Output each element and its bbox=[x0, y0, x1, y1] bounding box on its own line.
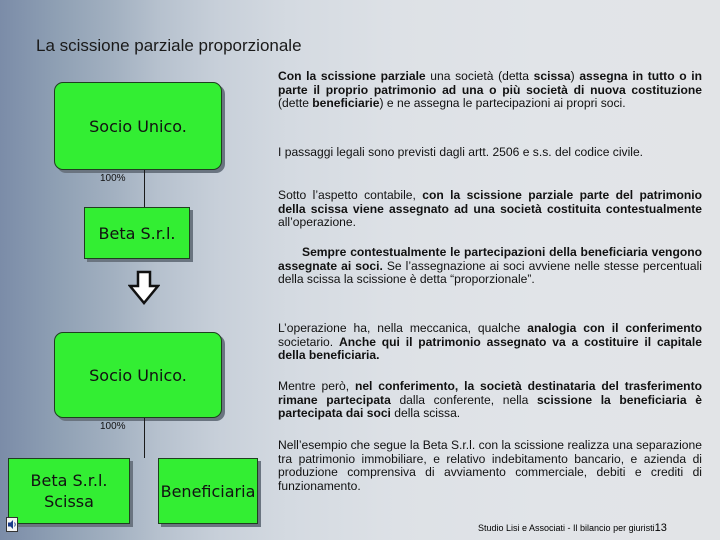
beta-srl-label: Beta S.r.l. bbox=[98, 223, 176, 243]
paragraph-1-run-5: (dette bbox=[278, 96, 313, 110]
beneficiaria-label: Beneficiaria bbox=[160, 481, 256, 501]
socio-unico-box-top bbox=[54, 82, 222, 170]
paragraph-6-run-0: Mentre però, bbox=[278, 379, 355, 393]
paragraph-1-run-3: ) bbox=[570, 69, 580, 83]
paragraph-6 bbox=[278, 380, 702, 421]
socio-unico-label-top: Socio Unico. bbox=[89, 116, 187, 136]
paragraph-3-run-2: all’operazione. bbox=[278, 215, 356, 229]
paragraph-2-run-0: I passaggi legali sono previsti dagli artt. 2506 e s.s. del codice civile. bbox=[278, 145, 644, 159]
paragraph-3 bbox=[278, 189, 702, 230]
paragraph-6-run-4: della scissa. bbox=[390, 406, 461, 420]
beta-scissa-label: Beta S.r.l. Scissa bbox=[30, 471, 108, 511]
beneficiaria-box bbox=[158, 458, 258, 524]
paragraph-5-run-3: Anche qui il patrimonio assegnato va a costituire il capitale della beneficiaria. bbox=[278, 334, 702, 362]
paragraph-1-run-1: una società (detta bbox=[425, 69, 534, 83]
paragraph-6-run-2: dalla conferente, nella bbox=[390, 392, 537, 407]
paragraph-5 bbox=[278, 322, 702, 363]
paragraph-3-run-1: con la scissione parziale parte del patrimonio della scissa viene assegnato ad una società costituita contestualmente bbox=[278, 188, 702, 216]
paragraph-4-run-0: Sempre contestualmente le partecipazioni della beneficiaria vengono assegnate ai soci. bbox=[278, 245, 702, 273]
paragraph-2 bbox=[278, 146, 702, 160]
paragraph-1-run-7: ) e ne assegna le partecipazioni ai propri soci. bbox=[379, 96, 626, 110]
paragraph-6-run-3: scissione la beneficiaria è partecipata dai soci bbox=[278, 392, 702, 420]
socio-unico-label-bottom: Socio Unico. bbox=[89, 365, 187, 385]
paragraph-7-run-0: Nell’esempio che segue la Beta S.r.l. con la scissione realizza una separazione tra patrimonio immobiliare, e relativo indebitamento bancario, e azienda di produzione comprensiva di avviamento commerciale, debiti e crediti di funzionamento. bbox=[278, 438, 702, 493]
slide-title: La scissione parziale proporzionale bbox=[36, 36, 302, 55]
beta-scissa-box bbox=[8, 458, 130, 524]
share-label-bottom: 100% bbox=[100, 421, 126, 432]
paragraph-3-run-0: Sotto l’aspetto contabile, bbox=[278, 188, 423, 202]
paragraph-1-run-2: scissa bbox=[533, 69, 571, 83]
connector-top bbox=[144, 170, 145, 208]
footer bbox=[478, 522, 667, 534]
beta-srl-box bbox=[84, 207, 190, 259]
footer-text: Studio Lisi e Associati - Il bilancio per giuristi bbox=[478, 523, 655, 533]
paragraph-5-run-2: societario. bbox=[278, 334, 339, 349]
sound-icon[interactable] bbox=[6, 517, 18, 532]
socio-unico-box-bottom bbox=[54, 332, 222, 418]
paragraph-1-run-0: Con la scissione parziale bbox=[278, 69, 426, 83]
page-number: 13 bbox=[654, 522, 667, 534]
down-arrow-icon bbox=[128, 270, 160, 306]
paragraph-7 bbox=[278, 439, 702, 493]
connector-bottom bbox=[144, 418, 145, 458]
paragraph-4 bbox=[278, 246, 702, 287]
paragraph-4-run-1: Se l’assegnazione ai soci avviene nelle stesse percentuali della scissa la scissione è detta “proporzionale”. bbox=[278, 258, 702, 286]
paragraph-6-run-1: nel conferimento, la società destinataria del trasferimento rimane partecipata bbox=[278, 379, 702, 407]
paragraph-5-run-1: analogia con il conferimento bbox=[527, 321, 702, 335]
paragraph-1-run-4: assegna in tutto o in parte il proprio patrimonio ad una o più società di nuova costituzione bbox=[278, 69, 702, 97]
paragraph-1 bbox=[278, 70, 702, 111]
share-label-top: 100% bbox=[100, 173, 126, 184]
speaker-icon bbox=[7, 518, 17, 531]
paragraph-5-run-0: L’operazione ha, nella meccanica, qualche bbox=[278, 321, 528, 335]
paragraph-1-run-6: beneficiarie bbox=[312, 96, 380, 110]
